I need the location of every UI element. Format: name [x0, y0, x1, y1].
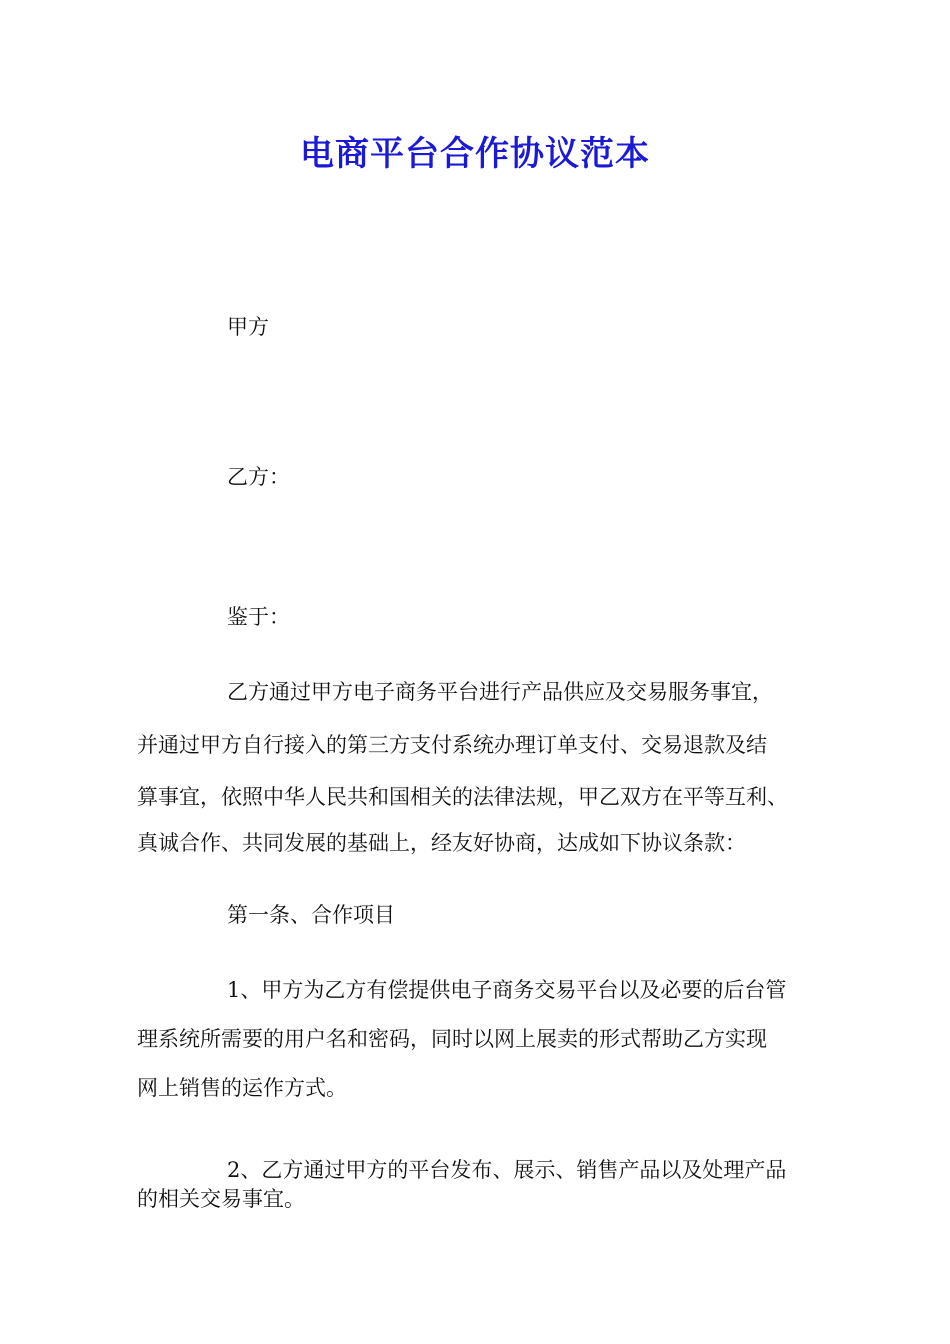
party-a-label: 甲方: [227, 315, 269, 339]
document-title: 电商平台合作协议范本: [300, 134, 650, 174]
party-b-label: 乙方：: [227, 465, 290, 489]
clause-line: 网上销售的运作方式。: [137, 1076, 347, 1100]
preamble-line: 并通过甲方自行接入的第三方支付系统办理订单支付、交易退款及结: [137, 733, 767, 757]
preamble-line: 乙方通过甲方电子商务平台进行产品供应及交易服务事宜，: [227, 680, 773, 704]
clause-line: 1、甲方为乙方有偿提供电子商务交易平台以及必要的后台管: [227, 978, 787, 1002]
preamble-line: 真诚合作、共同发展的基础上，经友好协商，达成如下协议条款：: [137, 831, 746, 855]
clause-line: 的相关交易事宜。: [137, 1187, 305, 1211]
clause-line: 2、乙方通过甲方的平台发布、展示、销售产品以及处理产品: [227, 1158, 787, 1182]
article-1-heading: 第一条、合作项目: [227, 903, 395, 927]
clause-line: 理系统所需要的用户名和密码，同时以网上展卖的形式帮助乙方实现: [137, 1027, 767, 1051]
whereas-label: 鉴于：: [227, 605, 290, 629]
preamble-line: 算事宜，依照中华人民共和国相关的法律法规，甲乙双方在平等互利、: [137, 785, 788, 809]
